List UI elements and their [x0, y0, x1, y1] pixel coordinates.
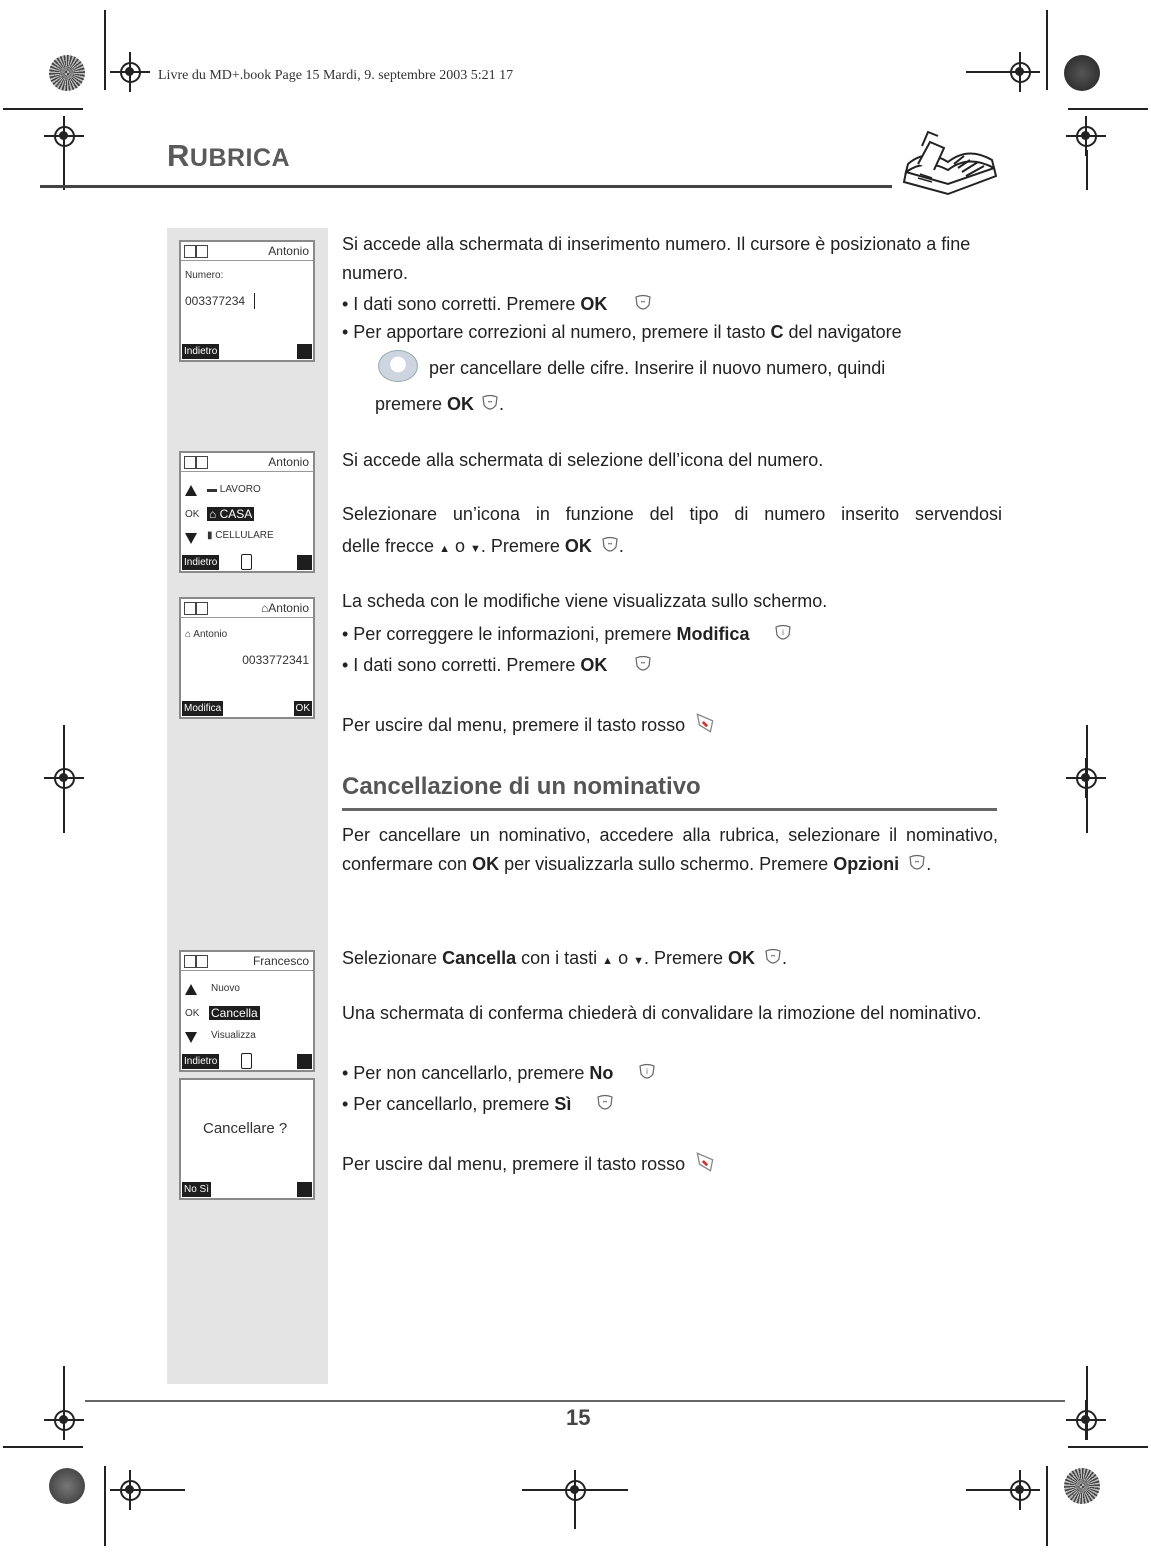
text-cursor [254, 293, 255, 309]
down-arrow-icon: ▼ [633, 955, 644, 967]
footer-rule [85, 1400, 1065, 1402]
up-arrow-icon [185, 485, 197, 496]
ok-softkey-icon [601, 536, 619, 556]
crop-line [966, 1489, 1006, 1491]
svg-text:••: •• [607, 542, 613, 548]
bullet-ok: • I dati sono corretti. Premere OK •• [342, 290, 1002, 319]
page-title: RUBRICA [167, 138, 291, 173]
paragraph-confirm: Una schermata di conferma chiederà di convalidare la rimozione del nominativo. [342, 1003, 982, 1023]
registration-mark [1000, 52, 1040, 92]
svg-text:••: •• [770, 954, 776, 960]
crop-line [1068, 1446, 1148, 1448]
crop-line [63, 725, 65, 833]
paragraph-icon-select: Si accede alla schermata di selezione dell’icona del numero. [342, 450, 824, 470]
crop-line [63, 150, 65, 190]
crop-line [104, 1466, 106, 1546]
down-arrow-icon [185, 533, 197, 544]
svg-text:••: •• [603, 1100, 608, 1106]
paragraph-card: La scheda con le modifiche viene visualizzata sullo schermo. [342, 591, 828, 611]
paragraph-number-entry: Si accede alla schermata di inserimento numero. Il cursore è posizionato a fine numero. [342, 234, 971, 283]
illustration-column [167, 228, 328, 1384]
phonebook-icon [184, 955, 208, 968]
bullet-correction-line2: per cancellare delle cifre. Inserire il nuovo numero, quindi [378, 350, 998, 383]
open-book-icon [898, 124, 1002, 202]
registration-mark [110, 1470, 150, 1510]
crop-line [3, 1446, 83, 1448]
crop-line [1086, 150, 1088, 190]
page-number: 15 [566, 1405, 591, 1430]
phonebook-icon [184, 456, 208, 469]
svg-text:••: •• [487, 400, 493, 406]
ok-softkey-icon [634, 294, 652, 314]
bullet-correction: • Per apportare correzioni al numero, premere il tasto C del navigatore [342, 322, 902, 342]
registration-mark [1000, 1470, 1040, 1510]
crop-line [522, 1489, 628, 1491]
color-rosette [1064, 1468, 1100, 1504]
section-title: Cancellazione di un nominativo [342, 773, 701, 800]
svg-text:i: i [646, 1067, 649, 1076]
crop-line [966, 71, 1006, 73]
ok-softkey-icon [596, 1094, 614, 1114]
crop-line [145, 1489, 185, 1491]
paragraph-exit-2: Per uscire dal menu, premere il tasto rosso [342, 1150, 1002, 1179]
red-key-icon [694, 1150, 716, 1174]
crop-line [3, 108, 83, 110]
svg-text:••: •• [641, 300, 646, 306]
ok-softkey-icon [481, 394, 499, 414]
paragraph-select-delete: Selezionare Cancella con i tasti ▲ o ▼. Premere OK •• . [342, 948, 788, 968]
left-softkey-icon [638, 1063, 656, 1083]
crop-line [1046, 10, 1048, 90]
phone-screen-number-entry: Antonio Numero: 003377234 Indietro [179, 240, 315, 362]
paragraph-delete-intro: Per cancellare un nominativo, accedere alla rubrica, selezionare il nominativo, confermare con OK per visualizzarla sullo schermo. Premere Opzioni •• . [342, 825, 998, 874]
crop-line [63, 1366, 65, 1440]
red-key-icon [694, 711, 716, 735]
svg-text:••: •• [915, 860, 920, 866]
navigator-icon [378, 350, 418, 382]
header-rule [40, 185, 892, 188]
paragraph-exit: Per uscire dal menu, premere il tasto rosso [342, 711, 1002, 740]
ok-softkey-icon [634, 655, 652, 675]
color-rosette [1064, 55, 1100, 91]
crop-line [1046, 1466, 1048, 1546]
crop-line [1086, 1366, 1088, 1440]
section-rule [342, 808, 997, 811]
phone-screen-contact-card: ⌂Antonio ⌂ Antonio 0033772341 Modifica OK [179, 597, 315, 719]
bullet-ok-2: • I dati sono corretti. Premere OK •• [342, 651, 1002, 680]
navigator-icon [241, 554, 252, 570]
crop-line [104, 10, 106, 90]
print-slug: Livre du MD+.book Page 15 Mardi, 9. septembre 2003 5:21 17 [158, 68, 514, 83]
svg-text:••: •• [641, 661, 646, 667]
navigator-icon [241, 1053, 252, 1069]
color-rosette [49, 55, 85, 91]
phone-screen-options-menu: Francesco Nuovo OK Cancella Visualizza Indietro [179, 950, 315, 1072]
up-arrow-icon: ▲ [439, 543, 450, 555]
left-softkey-icon [774, 624, 792, 644]
ok-softkey-icon [908, 854, 926, 874]
up-arrow-icon: ▲ [602, 955, 614, 967]
paragraph-select-icon-line2: delle frecce ▲ o ▼. Premere OK •• . [342, 536, 624, 556]
down-arrow-icon: ▼ [469, 543, 481, 555]
bullet-yes: • Per cancellarlo, premere Sì •• [342, 1090, 1002, 1119]
bullet-correction-line3: premere OK •• . [375, 394, 505, 414]
phone-screen-icon-select: Antonio ▬ LAVORO OK ⌂ CASA ▮ CELLULARE Indietro [179, 451, 315, 573]
crop-line [1086, 725, 1088, 833]
svg-text:i: i [782, 628, 785, 637]
crop-line [1068, 108, 1148, 110]
color-rosette [49, 1468, 85, 1504]
paragraph-select-icon: Selezionare un’icona in funzione del tipo di numero inserito servendosi [342, 504, 1002, 524]
phone-screen-delete-confirm: Cancellare ? No Sì [179, 1078, 315, 1200]
ok-softkey-icon [764, 948, 782, 968]
phonebook-icon [184, 602, 208, 615]
phonebook-icon [184, 245, 208, 258]
up-arrow-icon [185, 984, 197, 995]
bullet-no: • Per non cancellarlo, premere No i [342, 1059, 1002, 1088]
registration-mark [110, 52, 150, 92]
down-arrow-icon [185, 1032, 197, 1043]
bullet-modify: • Per correggere le informazioni, premere Modifica i [342, 620, 1002, 649]
crop-line [574, 1505, 576, 1529]
